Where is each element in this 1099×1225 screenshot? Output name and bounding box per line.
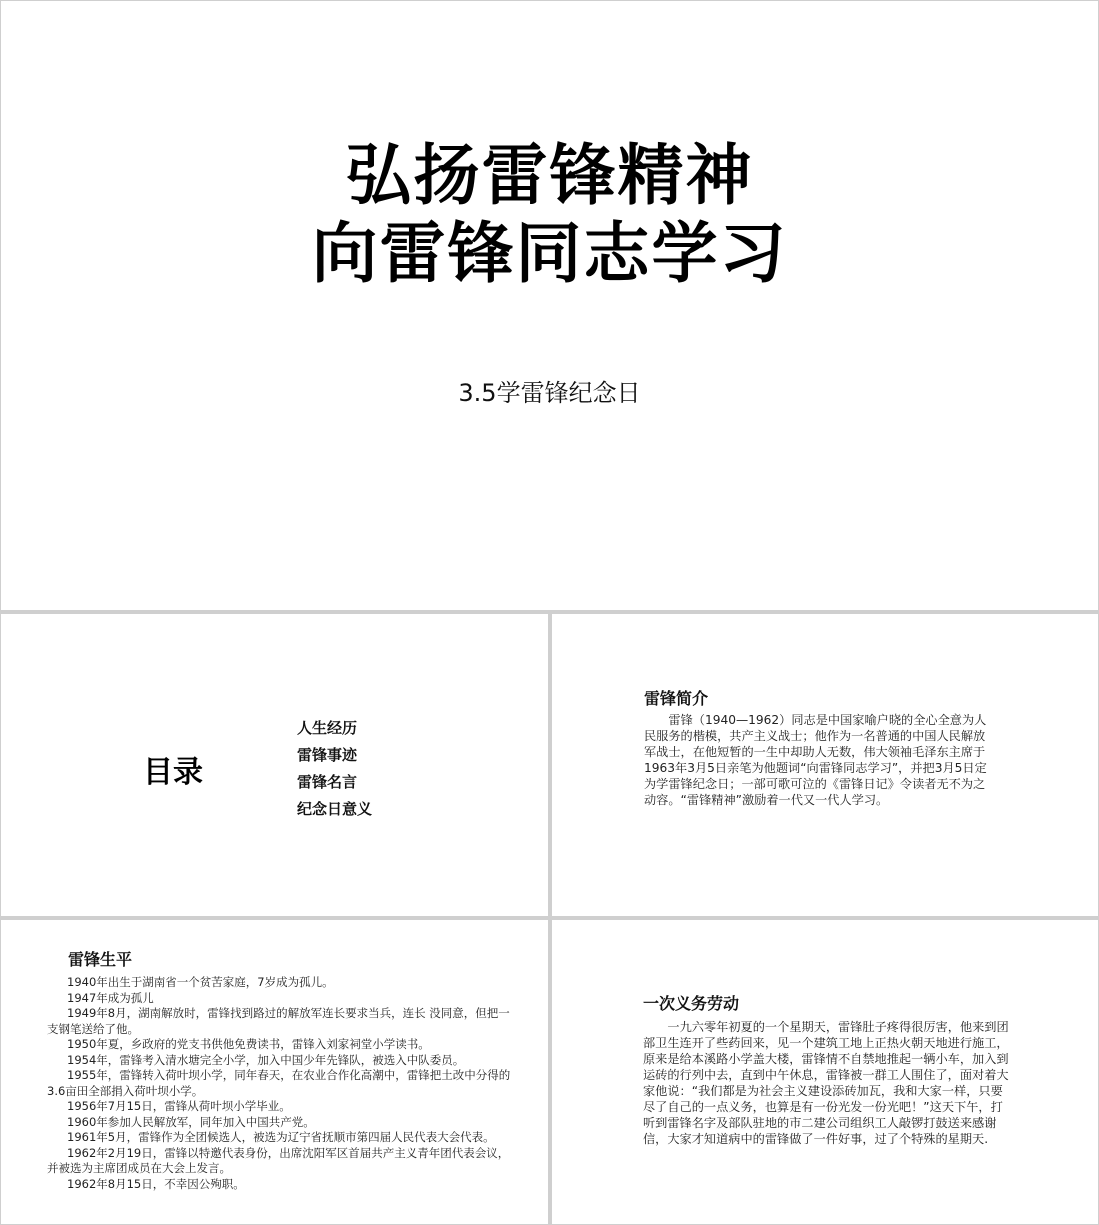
life-event: 1955年，雷锋转入荷叶坝小学，同年春天，在农业合作化高潮中，雷锋把土改中分得的3.6亩田全部捐入荷叶坝小学。 [47, 1068, 511, 1098]
story-heading: 一次义务劳动 [643, 994, 740, 1013]
life-event: 1956年7月15日，雷锋从荷叶坝小学毕业。 [67, 1099, 291, 1113]
toc-slide[interactable] [1, 614, 548, 916]
life-event: 1962年2月19日，雷锋以特邀代表身份，出席沈阳军区首届共产主义青年团代表会议，并被选为主席团成员在大会上发言。 [47, 1145, 510, 1175]
title-slide[interactable] [1, 1, 1098, 610]
toc-item[interactable]: 纪念日意义 [297, 800, 373, 818]
intro-body-text: 雷锋（1940—1962）同志是中国家喻户晓的全心全意为人民服务的楷模，共产主义战士；他作为一名普通的中国人民解放军战士，在他短暂的一生中却助人无数，伟大领袖毛泽东主席于1963年3月5日亲笔为他题词“向雷锋同志学习”，并把3月5日定为学雷锋纪念日；一部可歌可泣的《雷锋日记》令读者无不为之动容。“雷锋精神”激励着一代又一代人学习。 [644, 713, 987, 807]
life-event: 1961年5月，雷锋作为全团候选人，被选为辽宁省抚顺市第四届人民代表大会代表。 [67, 1130, 495, 1144]
toc-item[interactable]: 雷锋事迹 [297, 746, 358, 764]
slide-title-line-1: 弘扬雷锋精神 [345, 137, 754, 214]
slide-title-line-2: 向雷锋同志学习 [311, 215, 788, 292]
life-heading: 雷锋生平 [68, 950, 133, 969]
life-event: 1947年成为孤儿 [67, 990, 154, 1005]
toc-item[interactable]: 人生经历 [297, 719, 358, 737]
life-event: 1960年参加人民解放军，同年加入中国共产党。 [67, 1114, 315, 1129]
life-event: 1940年出生于湖南省一个贫苦家庭，7岁成为孤儿。 [67, 975, 334, 989]
slide-subtitle: 3.5学雷锋纪念日 [458, 379, 641, 407]
life-slide[interactable] [1, 920, 548, 1224]
life-event: 1950年夏，乡政府的党支书供他免费读书，雷锋入刘家祠堂小学读书。 [67, 1037, 430, 1051]
story-slide[interactable] [552, 920, 1098, 1224]
toc-item[interactable]: 雷锋名言 [297, 773, 358, 791]
intro-heading: 雷锋简介 [644, 689, 709, 708]
life-event: 1954年，雷锋考入清水塘完全小学，加入中国少年先锋队，被选入中队委员。 [67, 1052, 465, 1067]
life-event: 1962年8月15日，不幸因公殉职。 [67, 1176, 245, 1191]
life-event: 1949年8月，湖南解放时，雷锋找到路过的解放军连长要求当兵，连长 没同意，但把一支钢笔送给了他。 [47, 1006, 510, 1036]
toc-list [297, 715, 372, 823]
story-body-text: 一九六零年初夏的一个星期天，雷锋肚子疼得很厉害，他来到团部卫生连开了些药回来，见一个建筑工地上正热火朝天地进行施工，原来是给本溪路小学盖大楼，雷锋情不自禁地推起一辆小车，加入到运砖的行列中去，直到中午休息，雷锋被一群工人围住了，面对着大家他说：“我们都是为社会主义建设添砖加瓦，我和大家一样，只要尽了自己的一点义务，也算是有一份光发一份光吧！”这天下午，打听到雷锋名字及部队驻地的市二建公司组织工人敲锣打鼓送来感谢信，大家才知道病中的雷锋做了一件好事，过了个特殊的星期天. [643, 1020, 1009, 1146]
life-event-list [47, 975, 517, 1192]
toc-heading: 目录 [143, 755, 203, 790]
intro-slide[interactable] [552, 614, 1098, 916]
